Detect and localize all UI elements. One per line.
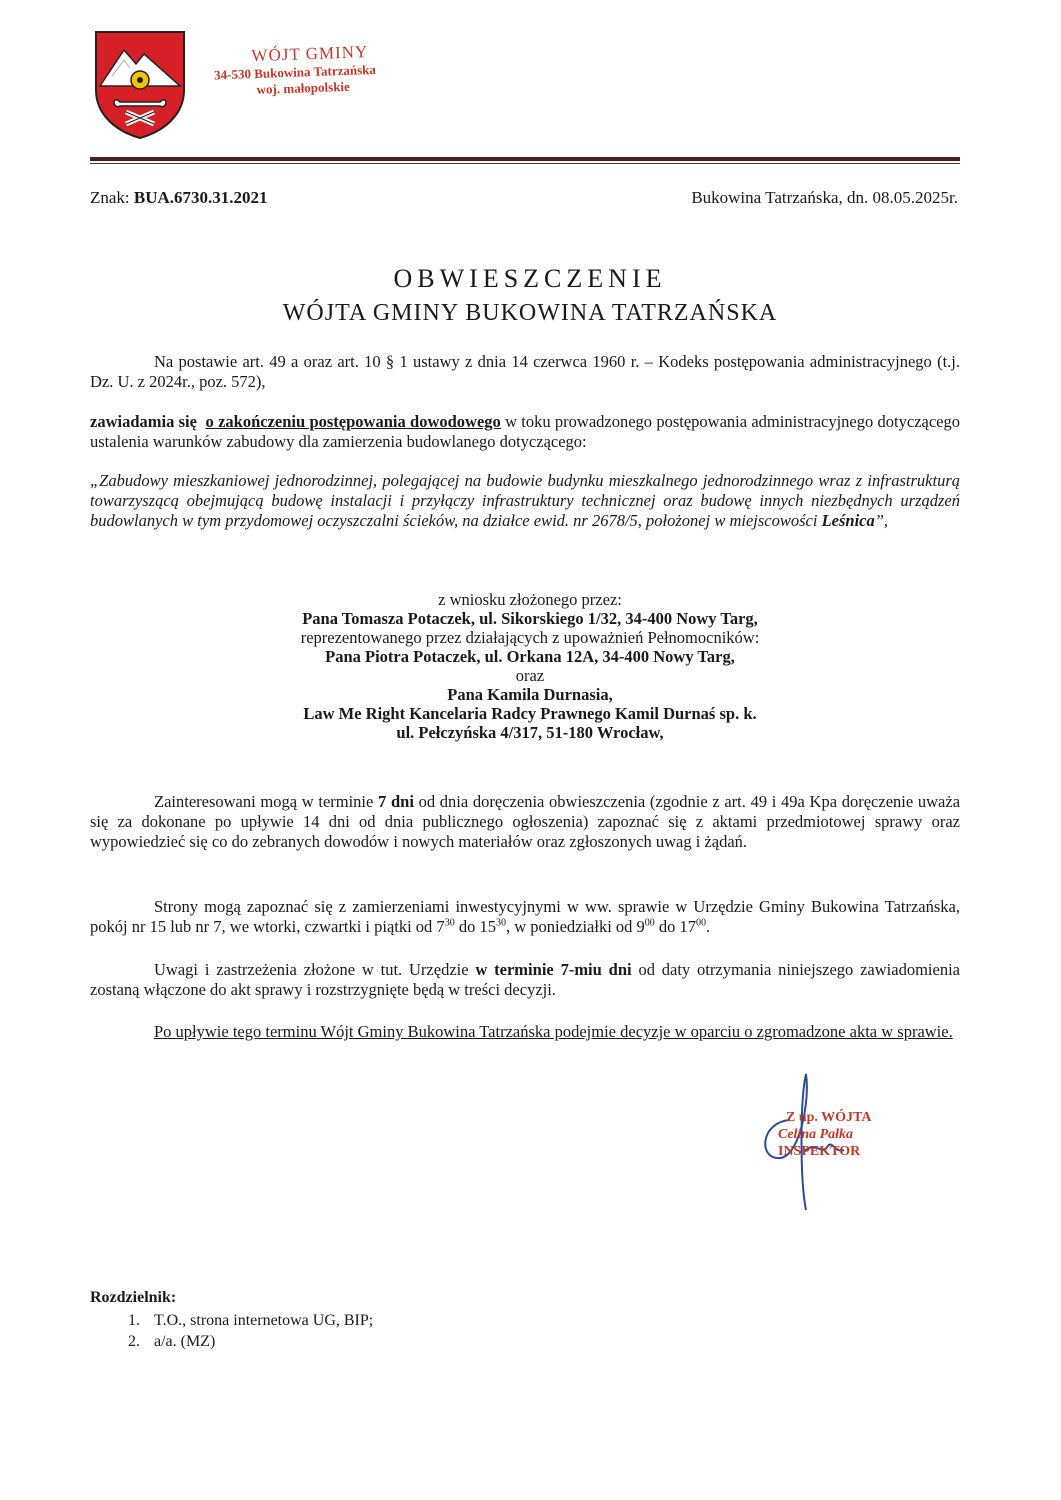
document-subtitle: WÓJTA GMINY BUKOWINA TATRZAŃSKA [282, 300, 778, 326]
p5-text-b: od daty otrzymania niniejszego zawiadomienia zostaną włączone do akt sprawy i rozstrzygnięte będą w treści decyzji. [90, 960, 960, 999]
office-stamp [213, 41, 415, 100]
p4-sup-1: 30 [444, 917, 455, 929]
attorney-2-address: ul. Pełczyńska 4/317, 51-180 Wrocław, [396, 723, 664, 742]
signature-name: Celina Pałka [778, 1127, 854, 1142]
p3-text-a: Zainteresowani mogą w terminie [154, 792, 379, 811]
place-date: Bukowina Tatrzańska, dn. 08.05.2025r. [691, 188, 958, 207]
coat-of-arms-logo [90, 28, 190, 140]
interested-parties-paragraph [90, 792, 960, 852]
p4-text-a: Strony mogą zapoznać się z zamierzeniami inwestycyjnymi w ww. sprawie w Urzędzie Gminy Bukowina Tatrzańska, pokój nr 15 lub nr 7, we wtorki, czwartki i piątki od 7 [90, 897, 960, 936]
applicant: Pana Tomasza Potaczek, ul. Sikorskiego 1/32, 34-400 Nowy Targ, [302, 609, 758, 628]
project-description-text: „Zabudowy mieszkaniowej jednorodzinnej, polegającej na budowie budynku mieszkalnego jednorodzinnego wraz z infrastrukturą towarzyszącą obejmującą budowę instalacji i przyłączy infrastruktury technicznej oraz budowę innych niezbędnych urządzeń budowlanych w tym przydomowej oczyszczalni ścieków, na działce ewid. nr 2678/5, położonej w miejscowości [90, 471, 960, 530]
p4-sup-2: 30 [495, 917, 506, 929]
legal-basis-paragraph: Na postawie art. 49 a oraz art. 10 § 1 ustawy z dnia 14 czerwca 1960 r. – Kodeks postępowania administracyjnego (t.j. Dz. U. z 2024r., poz. 572), [90, 352, 960, 391]
attorney-2: Pana Kamila Durnasia, [447, 685, 613, 704]
p3-text-b: od dnia doręczenia obwieszczenia (zgodnie z art. 49 i 49a Kpa doręczenie uważa się za dokonane po upływie 14 dni od dnia publicznego ogłoszenia) zapoznać się z aktami przedmiotowej sprawy oraz wypowiedzieć się co do zebranych dowodów i nowych materiałów oraz zgłoszonych uwag i żądań. [90, 792, 961, 851]
applicant-block [90, 590, 970, 742]
p3-deadline: 7 dni [378, 792, 414, 811]
document-title: OBWIESZCZENIE [393, 264, 667, 293]
distribution-item: 1. T.O., strona internetowa UG, BIP; [144, 1310, 373, 1331]
case-reference-value: BUA.6730.31.2021 [133, 188, 268, 207]
notice-rest: w toku prowadzonego postępowania administracyjnego dotyczącego ustalenia warunków zabudowy dla zamierzenia budowlanego dotyczącego: [90, 412, 960, 451]
represented-by: reprezentowanego przez działających z upoważnień Pełnomocników: [300, 628, 760, 647]
distribution-list [90, 1287, 373, 1352]
attorney-2-firm: Law Me Right Kancelaria Radcy Prawnego Kamil Durnaś sp. k. [303, 704, 757, 723]
project-description-end: ”, [874, 511, 889, 530]
stamp-line-2: 34-530 Bukowina Tatrzańska [213, 61, 377, 83]
p4-sup-4: 00 [696, 917, 707, 929]
notice-bold: zawiadamia się [90, 412, 197, 431]
p4-text-e: . [706, 917, 711, 936]
project-location: Leśnica [821, 511, 875, 530]
case-reference-label: Znak: [90, 188, 134, 207]
p5-text-a: Uwagi i zastrzeżenia złożone w tut. Urzędzie [154, 960, 476, 979]
distribution-item: 2. a/a. (MZ) [144, 1331, 373, 1352]
signature-title: INSPEKTOR [778, 1144, 861, 1159]
notice-underlined: o zakończeniu postępowania dowodowego [205, 412, 501, 431]
p4-text-c: , w poniedziałki od 9 [505, 917, 645, 936]
signature-stamp [778, 1109, 871, 1160]
signature-line-1: Z up. WÓJTA [786, 1110, 872, 1125]
stamp-line-3: woj. małopolskie [256, 78, 351, 98]
attorney-1: Pana Piotra Potaczek, ul. Orkana 12A, 34-400 Nowy Targ, [325, 647, 735, 666]
oraz-text: oraz [515, 666, 545, 685]
p4-text-d: do 17 [654, 917, 697, 936]
closing-paragraph: Po upływie tego terminu Wójt Gminy Bukowina Tatrzańska podejmie decyzje w oparciu o zgromadzone akta w sprawie. [154, 1022, 953, 1041]
notice-paragraph [90, 412, 960, 452]
remarks-paragraph [90, 960, 960, 1000]
header-rule [90, 157, 960, 161]
distribution-label: Rozdzielnik: [90, 1289, 177, 1306]
p4-text-b: do 15 [454, 917, 496, 936]
header-rule-thin [90, 163, 960, 164]
project-description [90, 471, 960, 531]
office-hours-paragraph [90, 897, 960, 937]
case-reference [90, 188, 268, 208]
p5-deadline: w terminie 7-miu dni [475, 960, 632, 979]
p4-sup-3: 00 [644, 917, 655, 929]
stamp-line-1: WÓJT GMINY [251, 42, 369, 66]
applicant-intro: z wniosku złożonego przez: [438, 590, 622, 609]
